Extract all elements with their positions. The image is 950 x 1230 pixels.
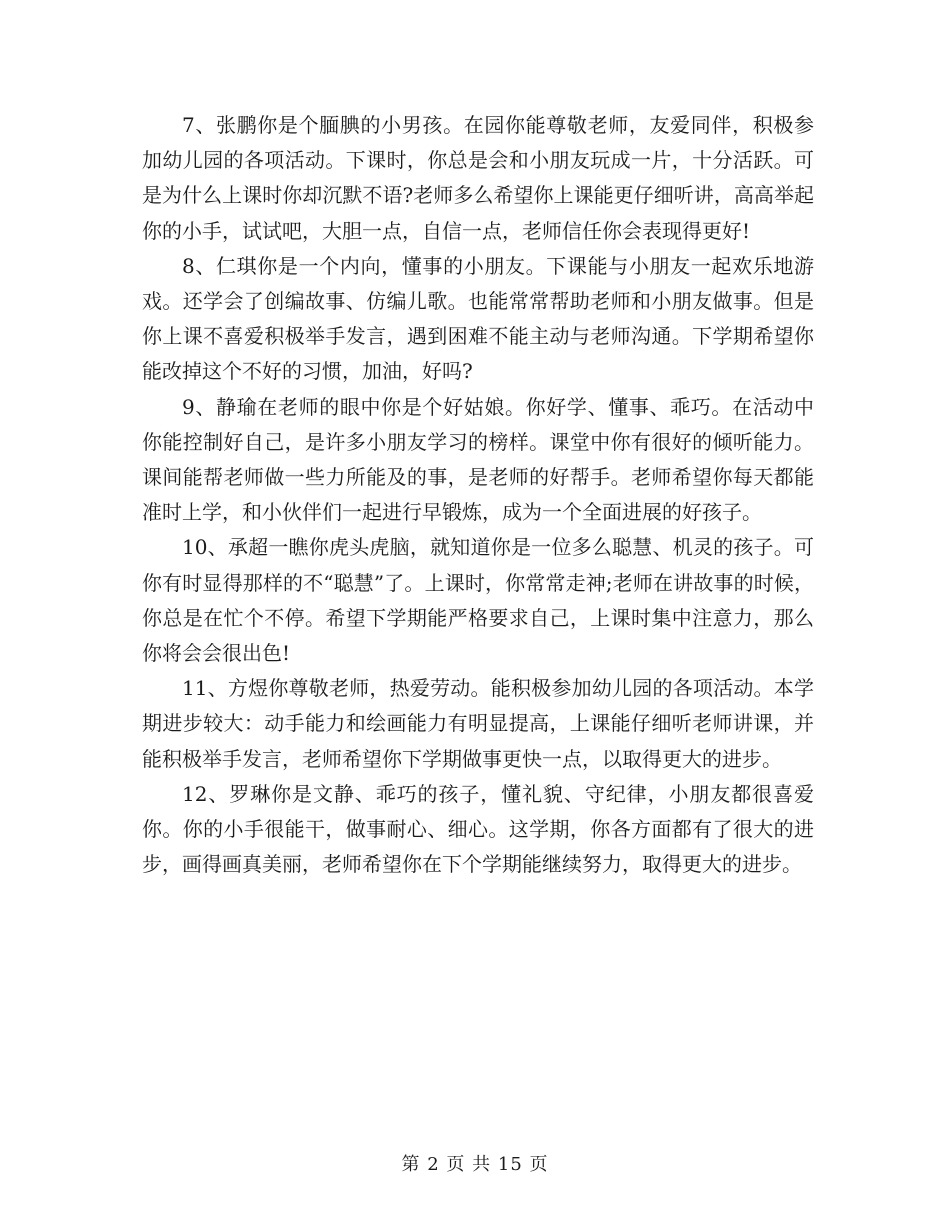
paragraph-12: 12、罗琳你是文静、乖巧的孩子，懂礼貌、守纪律，小朋友都很喜爱你。你的小手很能干，做事耐心、细心。这学期，你各方面都有了很大的进步，画得画真美丽，老师希望你在下个学期能继续努力，取得更大的进步。 bbox=[142, 781, 814, 877]
paragraph-8: 8、仁琪你是一个内向，懂事的小朋友。下课能与小朋友一起欢乐地游戏。还学会了创编故事、仿编儿歌。也能常常帮助老师和小朋友做事。但是你上课不喜爱积极举手发言，遇到困难不能主动与老师沟通。下学期希望你能改掉这个不好的习惯，加油，好吗? bbox=[142, 253, 814, 384]
footer-suffix: 页 bbox=[529, 1154, 549, 1175]
footer-total-pages: 15 bbox=[497, 1154, 523, 1175]
paragraph-10: 10、承超一瞧你虎头虎脑，就知道你是一位多么聪慧、机灵的孩子。可你有时显得那样的不“聪慧”了。上课时，你常常走神;老师在讲故事的时候，你总是在忙个不停。希望下学期能严格要求自己，上课时集中注意力，那么你将会会很出色! bbox=[142, 535, 814, 666]
paragraph-11: 11、方煜你尊敬老师，热爱劳动。能积极参加幼儿园的各项活动。本学期进步较大：动手能力和绘画能力有明显提高，上课能仔细听老师讲课，并能积极举手发言，老师希望你下学期做事更快一点，以取得更大的进步。 bbox=[142, 676, 814, 771]
footer-current-page: 2 bbox=[427, 1154, 440, 1175]
document-body bbox=[142, 108, 814, 882]
footer-middle: 页 共 bbox=[446, 1154, 492, 1175]
page-footer bbox=[0, 1153, 950, 1177]
paragraph-7: 7、张鹏你是个腼腆的小男孩。在园你能尊敬老师，友爱同伴，积极参加幼儿园的各项活动。下课时，你总是会和小朋友玩成一片，十分活跃。可是为什么上课时你却沉默不语?老师多么希望你上课能更仔细听讲，高高举起你的小手，试试吧，大胆一点，自信一点，老师信任你会表现得更好! bbox=[142, 113, 814, 243]
footer-prefix: 第 bbox=[401, 1154, 421, 1175]
paragraph-9: 9、静瑜在老师的眼中你是个好姑娘。你好学、懂事、乖巧。在活动中你能控制好自己，是许多小朋友学习的榜样。课堂中你有很好的倾听能力。课间能帮老师做一些力所能及的事，是老师的好帮手。老师希望你每天都能准时上学，和小伙伴们一起进行早锻炼，成为一个全面进展的好孩子。 bbox=[142, 394, 814, 525]
